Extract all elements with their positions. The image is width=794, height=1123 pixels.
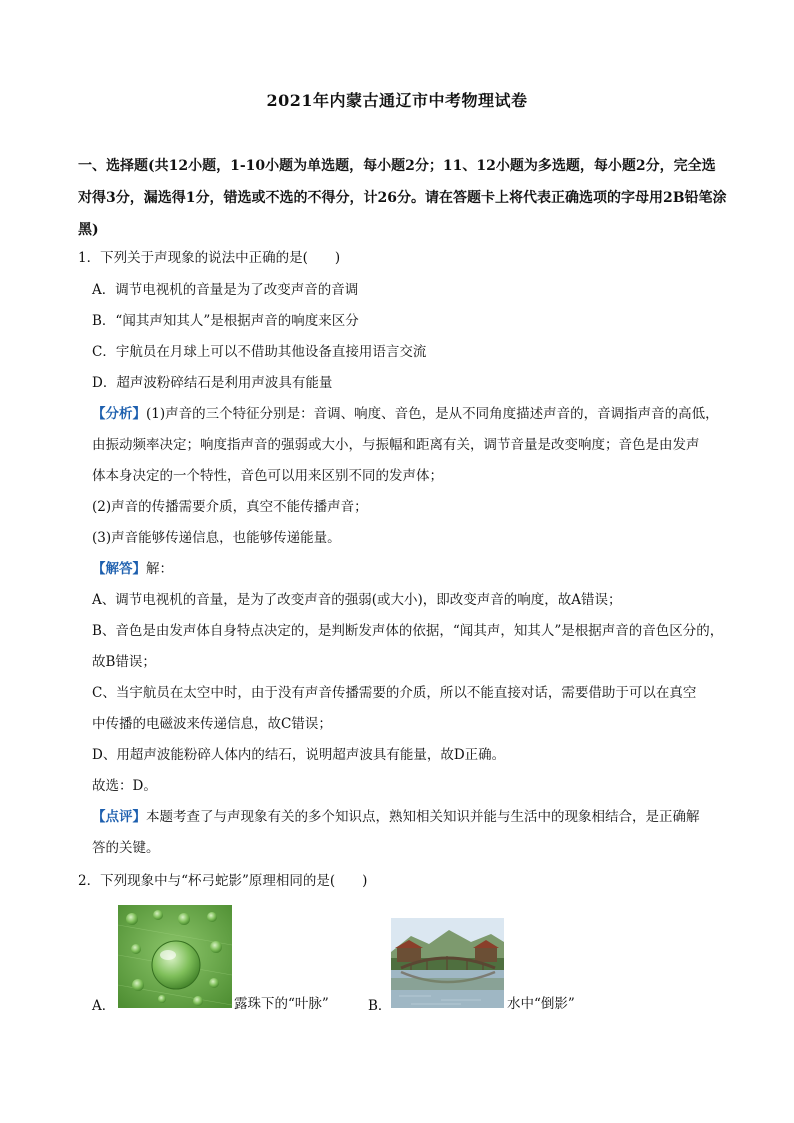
bridge-reflection-illustration [391,918,504,1008]
q1-analysis-line-2: 由振动频率决定；响度指声音的强弱或大小，与振幅和距离有关，调节音量是改变响度；音色是由发声 [92,437,700,453]
q1-answer-line-6: D、用超声波能粉碎人体内的结石，说明超声波具有能量，故D正确。 [92,747,506,763]
analysis-text-1: (1)声音的三个特征分别是：音调、响度、音色，是从不同角度描述声音的，音调指声音的高低， [146,406,719,422]
q2-option-b-text: 水中“倒影” [507,996,575,1012]
answer-intro: 解： [146,561,173,577]
q1-analysis-line-4: (2)声音的传播需要介质，真空不能传播声音； [92,499,368,515]
answer-tag: 【解答】 [92,561,146,577]
q1-answer-line-3: 故B错误； [92,654,156,670]
section-heading: 一、选择题(共12小题，1-10小题为单选题，每小题2分；11、12小题为多选题，每小题2分，完全选对得3分，漏选得1分，错选或不选的不得分，计26分。请在答题卡上将代表正确选项的字母用2B铅笔涂黑) [78,158,727,238]
q1-option-d: D．超声波粉碎结石是利用声波具有能量 [92,375,333,391]
q1-comment-line-1 [92,807,700,827]
q2-option-b-letter: B． [368,998,392,1014]
page-title: 2021年内蒙古通辽市中考物理试卷 [266,91,528,110]
q1-option-c: C．宇航员在月球上可以不借助其他设备直接用语言交流 [92,344,427,360]
q2-option-a-letter: A． [92,998,116,1014]
q1-analysis-line-1 [92,404,719,424]
q1-analysis-line-5: (3)声音能够传递信息，也能够传递能量。 [92,530,341,546]
dewdrop-leaf-image [118,905,232,1008]
question-2-stem: 2．下列现象中与“杯弓蛇影”原理相同的是( ) [78,873,368,889]
comment-tag: 【点评】 [92,809,146,825]
question-1-stem: 1．下列关于声现象的说法中正确的是( ) [78,250,341,266]
q1-answer-line-4: C、当宇航员在太空中时，由于没有声音传播需要的介质，所以不能直接对话，需要借助于可以在真空 [92,685,697,701]
q1-analysis-line-3: 体本身决定的一个特性，音色可以用来区别不同的发声体； [92,468,443,484]
q1-option-b: B．“闻其声知其人”是根据声音的响度来区分 [92,313,359,329]
bridge-reflection-image [391,918,504,1008]
q1-answer-line-1: A、调节电视机的音量，是为了改变声音的强弱(或大小)，即改变声音的响度，故A错误； [92,592,622,608]
analysis-tag: 【分析】 [92,406,146,422]
q1-answer-line-7: 故选：D。 [92,778,157,794]
q2-option-a-text: 露珠下的“叶脉” [234,996,329,1012]
q1-comment-line-2: 答的关键。 [92,840,160,856]
q1-option-a: A．调节电视机的音量是为了改变声音的音调 [92,282,359,298]
q1-answer-line-5: 中传播的电磁波来传递信息，故C错误； [92,716,332,732]
dewdrop-leaf-illustration [118,905,232,1008]
comment-text-1: 本题考查了与声现象有关的多个知识点，熟知相关知识并能与生活中的现象相结合，是正确解 [146,809,700,825]
q1-answer-head [92,559,173,579]
q1-answer-line-2: B、音色是由发声体自身特点决定的，是判断发声体的依据，“闻其声，知其人”是根据声音的音色区分的， [92,623,724,639]
